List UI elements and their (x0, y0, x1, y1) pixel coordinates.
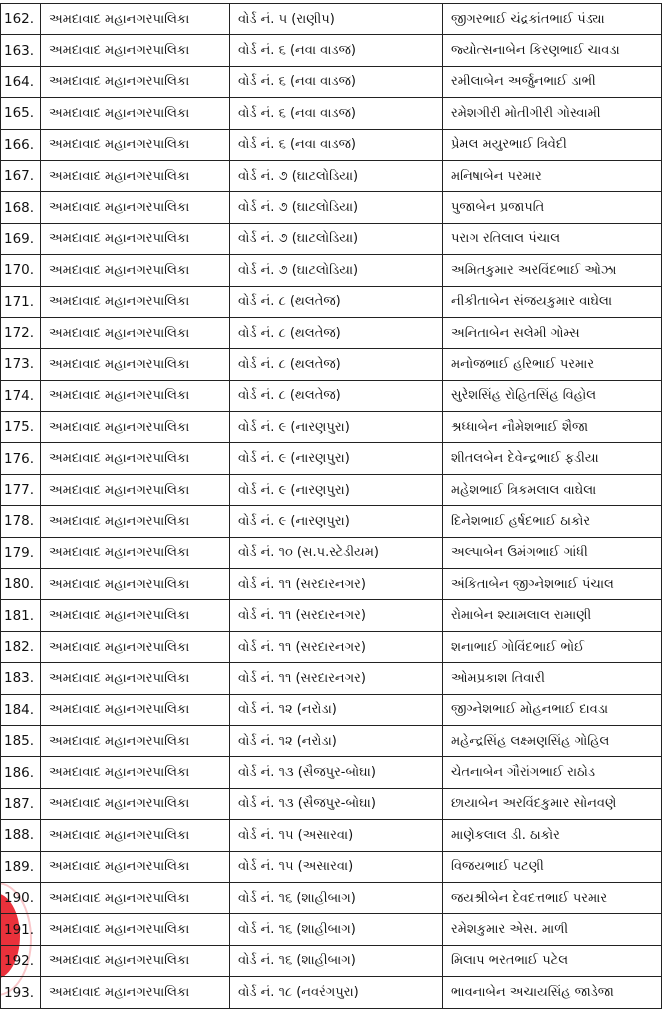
candidate-table-body (1, 4, 662, 1009)
ward-name: વોર્ડ નં. ૧૨ (નરોડા) (230, 725, 443, 756)
candidate-name: જીગરભાઈ ચંદ્રકાંતભાઈ પંડ્યા (443, 4, 662, 35)
row-number: 172. (1, 317, 41, 348)
table-row (1, 945, 662, 976)
corporation-name: અમદાવાદ મહાનગરપાલિકા (41, 882, 230, 913)
ward-name: વોર્ડ નં. ૮ (થલતેજ) (230, 286, 443, 317)
row-number: 191. (1, 914, 41, 945)
corporation-name: અમદાવાદ મહાનગરપાલિકા (41, 820, 230, 851)
candidate-name: નીકીતાબેન સંજયકુમાર વાઘેલા (443, 286, 662, 317)
candidate-name: માણેકલાલ ડી. ઠાકોર (443, 820, 662, 851)
ward-name: વોર્ડ નં. ૭ (ઘાટલોડિયા) (230, 160, 443, 191)
ward-name: વોર્ડ નં. ૧૧ (સરદારનગર) (230, 631, 443, 662)
corporation-name: અમદાવાદ મહાનગરપાલિકા (41, 945, 230, 976)
row-number: 189. (1, 851, 41, 882)
table-row (1, 98, 662, 129)
corporation-name: અમદાવાદ મહાનગરપાલિકા (41, 694, 230, 725)
ward-name: વોર્ડ નં. ૧૬ (શાહીબાગ) (230, 914, 443, 945)
table-row (1, 255, 662, 286)
candidate-name: શ્રધ્ધાબેન નૌમેશભાઈ શૈજા (443, 412, 662, 443)
ward-name: વોર્ડ નં. ૯ (નારણપુરા) (230, 506, 443, 537)
candidate-table (0, 3, 662, 1009)
row-number: 184. (1, 694, 41, 725)
table-row (1, 694, 662, 725)
table-row (1, 757, 662, 788)
corporation-name: અમદાવાદ મહાનગરપાલિકા (41, 474, 230, 505)
corporation-name: અમદાવાદ મહાનગરપાલિકા (41, 537, 230, 568)
ward-name: વોર્ડ નં. ૮ (થલતેજ) (230, 349, 443, 380)
ward-name: વોર્ડ નં. ૯ (નારણપુરા) (230, 474, 443, 505)
row-number: 174. (1, 380, 41, 411)
table-row (1, 223, 662, 254)
table-row (1, 600, 662, 631)
table-row (1, 192, 662, 223)
corporation-name: અમદાવાદ મહાનગરપાલિકા (41, 255, 230, 286)
candidate-name: રોમાબેન શ્યામલાલ રામાણી (443, 600, 662, 631)
row-number: 185. (1, 725, 41, 756)
ward-name: વોર્ડ નં. ૧૦ (સ.પ.સ્ટેડીયમ) (230, 537, 443, 568)
ward-name: વોર્ડ નં. ૧૮ (નવરંગપુરા) (230, 977, 443, 1009)
candidate-name: પ્રેમલ મયુરભાઈ ત્રિવેદી (443, 129, 662, 160)
corporation-name: અમદાવાદ મહાનગરપાલિકા (41, 443, 230, 474)
ward-name: વોર્ડ નં. ૧૨ (નરોડા) (230, 694, 443, 725)
row-number: 169. (1, 223, 41, 254)
candidate-name: અંકિતાબેન જીગ્નેશભાઈ પંચાલ (443, 569, 662, 600)
candidate-name: શીતલબેન દેવેન્દ્રભાઈ ફડીયા (443, 443, 662, 474)
corporation-name: અમદાવાદ મહાનગરપાલિકા (41, 412, 230, 443)
ward-name: વોર્ડ નં. ૧૧ (સરદારનગર) (230, 569, 443, 600)
corporation-name: અમદાવાદ મહાનગરપાલિકા (41, 600, 230, 631)
table-row (1, 4, 662, 35)
candidate-name: રમેશગીરી મોતીગીરી ગોસ્વામી (443, 98, 662, 129)
candidate-name: રમેશકુમાર એસ. માળી (443, 914, 662, 945)
candidate-name: દિનેશભાઈ હર્ષદભાઈ ઠાકોર (443, 506, 662, 537)
table-row (1, 851, 662, 882)
corporation-name: અમદાવાદ મહાનગરપાલિકા (41, 317, 230, 348)
corporation-name: અમદાવાદ મહાનગરપાલિકા (41, 663, 230, 694)
corporation-name: અમદાવાદ મહાનગરપાલિકા (41, 286, 230, 317)
row-number: 183. (1, 663, 41, 694)
ward-name: વોર્ડ નં. ૬ (નવા વાડજ) (230, 66, 443, 97)
table-row (1, 569, 662, 600)
row-number: 182. (1, 631, 41, 662)
corporation-name: અમદાવાદ મહાનગરપાલિકા (41, 66, 230, 97)
row-number: 187. (1, 788, 41, 819)
table-row (1, 380, 662, 411)
candidate-name: મહેશભાઈ ત્રિકમલાલ વાઘેલા (443, 474, 662, 505)
table-row (1, 443, 662, 474)
ward-name: વોર્ડ નં. ૧૫ (અસારવા) (230, 851, 443, 882)
ward-name: વોર્ડ નં. ૧૫ (અસારવા) (230, 820, 443, 851)
table-row (1, 66, 662, 97)
row-number: 166. (1, 129, 41, 160)
row-number: 177. (1, 474, 41, 505)
corporation-name: અમદાવાદ મહાનગરપાલિકા (41, 349, 230, 380)
ward-name: વોર્ડ નં. ૬ (નવા વાડજ) (230, 129, 443, 160)
ward-name: વોર્ડ નં. ૬ (નવા વાડજ) (230, 35, 443, 66)
ward-name: વોર્ડ નં. ૮ (થલતેજ) (230, 317, 443, 348)
candidate-name: અમિતકુમાર અરવિંદભાઈ ઓઝા (443, 255, 662, 286)
corporation-name: અમદાવાદ મહાનગરપાલિકા (41, 380, 230, 411)
candidate-name: મહેન્દ્રસિંહ લક્ષ્મણસિંહ ગોહિલ (443, 725, 662, 756)
ward-name: વોર્ડ નં. ૭ (ઘાટલોડિયા) (230, 255, 443, 286)
table-row (1, 914, 662, 945)
row-number: 163. (1, 35, 41, 66)
corporation-name: અમદાવાદ મહાનગરપાલિકા (41, 631, 230, 662)
table-row (1, 35, 662, 66)
ward-name: વોર્ડ નં. ૬ (નવા વાડજ) (230, 98, 443, 129)
row-number: 181. (1, 600, 41, 631)
table-row (1, 788, 662, 819)
candidate-name: અલ્પાબેન ઉમંગભાઈ ગાંધી (443, 537, 662, 568)
corporation-name: અમદાવાદ મહાનગરપાલિકા (41, 160, 230, 191)
corporation-name: અમદાવાદ મહાનગરપાલિકા (41, 977, 230, 1009)
ward-name: વોર્ડ નં. ૧૩ (સૈજપુર-બોઘા) (230, 757, 443, 788)
row-number: 175. (1, 412, 41, 443)
table-row (1, 820, 662, 851)
ward-name: વોર્ડ નં. ૧૩ (સૈજપુર-બોઘા) (230, 788, 443, 819)
row-number: 178. (1, 506, 41, 537)
table-row (1, 537, 662, 568)
candidate-name: મિલાપ ભરતભાઈ પટેલ (443, 945, 662, 976)
row-number: 164. (1, 66, 41, 97)
candidate-name: વિજયભાઈ પટણી (443, 851, 662, 882)
corporation-name: અમદાવાદ મહાનગરપાલિકા (41, 223, 230, 254)
corporation-name: અમદાવાદ મહાનગરપાલિકા (41, 725, 230, 756)
candidate-name: જ્યોત્સનાબેન કિરણભાઈ ચાવડા (443, 35, 662, 66)
ward-name: વોર્ડ નં. ૫ (રાણીપ) (230, 4, 443, 35)
row-number: 186. (1, 757, 41, 788)
ward-name: વોર્ડ નં. ૯ (નારણપુરા) (230, 412, 443, 443)
table-row (1, 160, 662, 191)
ward-name: વોર્ડ નં. ૧૧ (સરદારનગર) (230, 663, 443, 694)
table-row (1, 349, 662, 380)
ward-name: વોર્ડ નં. ૯ (નારણપુરા) (230, 443, 443, 474)
candidate-name: ભાવનાબેન અચાયસિંહ જાડેજા (443, 977, 662, 1009)
table-row (1, 977, 662, 1009)
row-number: 192. (1, 945, 41, 976)
candidate-name: છાયાબેન અરવિંદકુમાર સોનવણે (443, 788, 662, 819)
row-number: 193. (1, 977, 41, 1009)
row-number: 173. (1, 349, 41, 380)
corporation-name: અમદાવાદ મહાનગરપાલિકા (41, 757, 230, 788)
corporation-name: અમદાવાદ મહાનગરપાલિકા (41, 35, 230, 66)
corporation-name: અમદાવાદ મહાનગરપાલિકા (41, 98, 230, 129)
row-number: 180. (1, 569, 41, 600)
ward-name: વોર્ડ નં. ૧૬ (શાહીબાગ) (230, 882, 443, 913)
row-number: 188. (1, 820, 41, 851)
candidate-name: ઓમપ્રકાશ તિવારી (443, 663, 662, 694)
corporation-name: અમદાવાદ મહાનગરપાલિકા (41, 4, 230, 35)
row-number: 171. (1, 286, 41, 317)
table-row (1, 506, 662, 537)
corporation-name: અમદાવાદ મહાનગરપાલિકા (41, 914, 230, 945)
corporation-name: અમદાવાદ મહાનગરપાલિકા (41, 788, 230, 819)
ward-name: વોર્ડ નં. ૭ (ઘાટલોડિયા) (230, 223, 443, 254)
corporation-name: અમદાવાદ મહાનગરપાલિકા (41, 129, 230, 160)
row-number: 165. (1, 98, 41, 129)
candidate-name: રમીલાબેન અર્જુનભાઈ ડાભી (443, 66, 662, 97)
row-number: 167. (1, 160, 41, 191)
candidate-name: જયશ્રીબેન દેવદત્તભાઈ પરમાર (443, 882, 662, 913)
table-row (1, 474, 662, 505)
candidate-name: મનોજભાઈ હરિભાઈ પરમાર (443, 349, 662, 380)
row-number: 176. (1, 443, 41, 474)
candidate-name: ચેતનાબેન ગૌરાંગભાઈ રાઠોડ (443, 757, 662, 788)
ward-name: વોર્ડ નં. ૧૧ (સરદારનગર) (230, 600, 443, 631)
candidate-name: પુજાબેન પ્રજાપતિ (443, 192, 662, 223)
table-row (1, 317, 662, 348)
corporation-name: અમદાવાદ મહાનગરપાલિકા (41, 851, 230, 882)
candidate-name: સુરેશસિંહ રોહિતસિંહ વિહોલ (443, 380, 662, 411)
row-number: 162. (1, 4, 41, 35)
table-row (1, 725, 662, 756)
candidate-name: જીગ્નેશભાઈ મોહનભાઈ દાવડા (443, 694, 662, 725)
table-row (1, 129, 662, 160)
candidate-name: અનિતાબેન સલેમી ગોમ્સ (443, 317, 662, 348)
corporation-name: અમદાવાદ મહાનગરપાલિકા (41, 569, 230, 600)
row-number: 168. (1, 192, 41, 223)
candidate-name: પરાગ રતિલાલ પંચાલ (443, 223, 662, 254)
ward-name: વોર્ડ નં. ૮ (થલતેજ) (230, 380, 443, 411)
corporation-name: અમદાવાદ મહાનગરપાલિકા (41, 506, 230, 537)
table-row (1, 631, 662, 662)
candidate-name: શનાભાઈ ગોવિંદભાઈ ભોઈ (443, 631, 662, 662)
candidate-name: મનિષાબેન પરમાર (443, 160, 662, 191)
corporation-name: અમદાવાદ મહાનગરપાલિકા (41, 192, 230, 223)
table-row (1, 286, 662, 317)
table-row (1, 663, 662, 694)
table-row (1, 882, 662, 913)
ward-name: વોર્ડ નં. ૭ (ઘાટલોડિયા) (230, 192, 443, 223)
row-number: 190. (1, 882, 41, 913)
row-number: 170. (1, 255, 41, 286)
row-number: 179. (1, 537, 41, 568)
table-row (1, 412, 662, 443)
ward-name: વોર્ડ નં. ૧૬ (શાહીબાગ) (230, 945, 443, 976)
